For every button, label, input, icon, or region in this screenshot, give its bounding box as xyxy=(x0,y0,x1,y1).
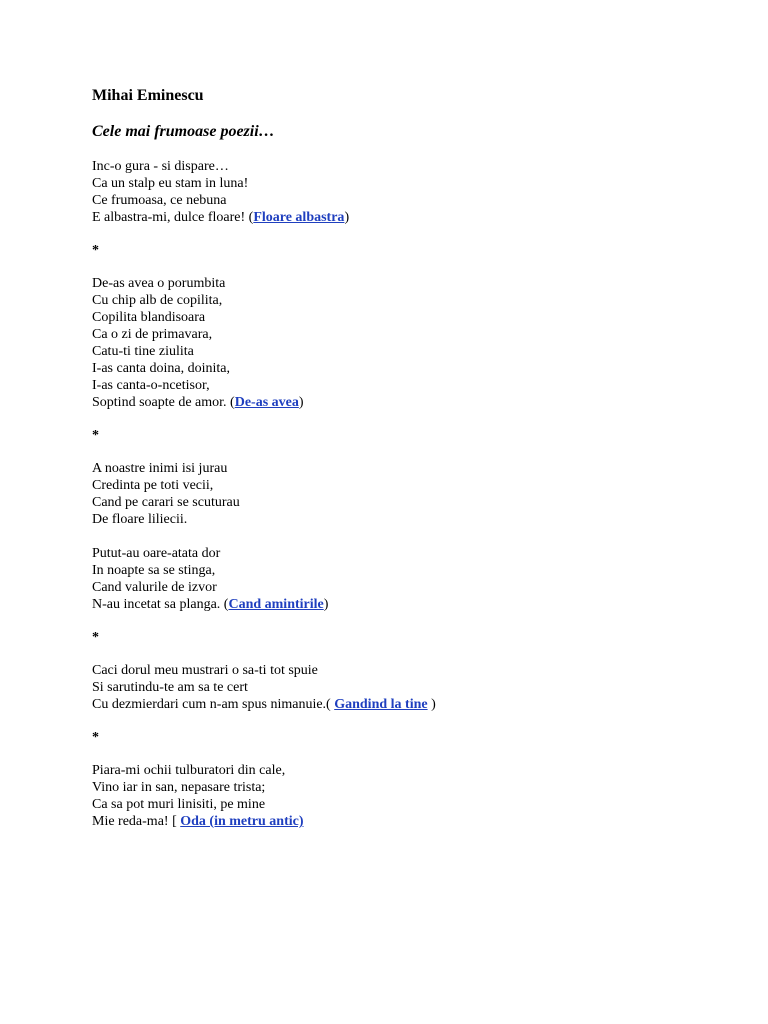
poem-excerpt-de-as-avea xyxy=(92,275,732,411)
link-de-as-avea[interactable]: De-as avea xyxy=(234,395,299,410)
poem-line: Cand valurile de izvor xyxy=(92,580,217,595)
poem-line: Caci dorul meu mustrari o sa-ti tot spuie xyxy=(92,663,318,678)
poem-line: Putut-au oare-atata dor xyxy=(92,546,221,561)
poem-line: Piara-mi ochii tulburatori din cale, xyxy=(92,763,286,778)
poem-line-with-link xyxy=(92,394,732,411)
poem-line: De-as avea o porumbita xyxy=(92,276,226,291)
poem-line-with-link xyxy=(92,813,732,830)
link-cand-amintirile[interactable]: Cand amintirile xyxy=(228,597,324,612)
stanza-gap xyxy=(92,528,732,545)
poem-line: Ca un stalp eu stam in luna! xyxy=(92,176,249,191)
document-page xyxy=(92,86,732,830)
poem-line-close: ) xyxy=(298,395,304,410)
poem-line: In noapte sa se stinga, xyxy=(92,563,216,578)
poem-line: Inc-o gura - si dispare… xyxy=(92,159,229,174)
poem-line: Cand pe carari se scuturau xyxy=(92,495,240,510)
poem-line: I-as canta-o-ncetisor, xyxy=(92,378,210,393)
poem-line: I-as canta doina, doinita, xyxy=(92,361,231,376)
poem-excerpt-floare-albastra xyxy=(92,158,732,226)
link-floare-albastra[interactable]: Floare albastra xyxy=(253,210,345,225)
poem-excerpt-cand-amintirile xyxy=(92,460,732,613)
author-heading: Mihai Eminescu xyxy=(92,87,204,104)
poem-line: Copilita blandisoara xyxy=(92,310,206,325)
poem-line-close: ) xyxy=(344,210,350,225)
separator-asterisk: * xyxy=(92,243,99,258)
poem-line-text: Cu dezmierdari cum n-am spus nimanuie.( xyxy=(92,697,335,712)
poem-line: Credinta pe toti vecii, xyxy=(92,478,214,493)
poem-line-close: ) xyxy=(323,597,329,612)
poem-line: Ce frumoasa, ce nebuna xyxy=(92,193,227,208)
poem-line: Si sarutindu-te am sa te cert xyxy=(92,680,248,695)
poem-content xyxy=(92,158,732,830)
poem-line-close: ) xyxy=(427,697,436,712)
poem-line-with-link xyxy=(92,209,732,226)
poem-line-text: Mie reda-ma! [ xyxy=(92,814,181,829)
separator-asterisk: * xyxy=(92,730,99,745)
poem-line: Ca sa pot muri linisiti, pe mine xyxy=(92,797,266,812)
poem-excerpt-oda xyxy=(92,762,732,830)
poem-line: De floare liliecii. xyxy=(92,512,188,527)
link-gandind-la-tine[interactable]: Gandind la tine xyxy=(334,697,428,712)
collection-title: Cele mai frumoase poezii… xyxy=(92,123,275,140)
separator-asterisk: * xyxy=(92,630,99,645)
poem-line-with-link xyxy=(92,596,732,613)
poem-line: Cu chip alb de copilita, xyxy=(92,293,223,308)
poem-line-text: N-au incetat sa planga. ( xyxy=(92,597,229,612)
poem-excerpt-gandind-la-tine xyxy=(92,662,732,713)
poem-line: Ca o zi de primavara, xyxy=(92,327,213,342)
link-oda-in-metru-antic[interactable]: Oda (in metru antic) xyxy=(180,814,304,829)
poem-line-text: Soptind soapte de amor. ( xyxy=(92,395,235,410)
poem-line: Catu-ti tine ziulita xyxy=(92,344,194,359)
poem-line: A noastre inimi isi jurau xyxy=(92,461,228,476)
separator-asterisk: * xyxy=(92,428,99,443)
poem-line-with-link xyxy=(92,696,732,713)
poem-line: Vino iar in san, nepasare trista; xyxy=(92,780,266,795)
poem-line-text: E albastra-mi, dulce floare! ( xyxy=(92,210,254,225)
